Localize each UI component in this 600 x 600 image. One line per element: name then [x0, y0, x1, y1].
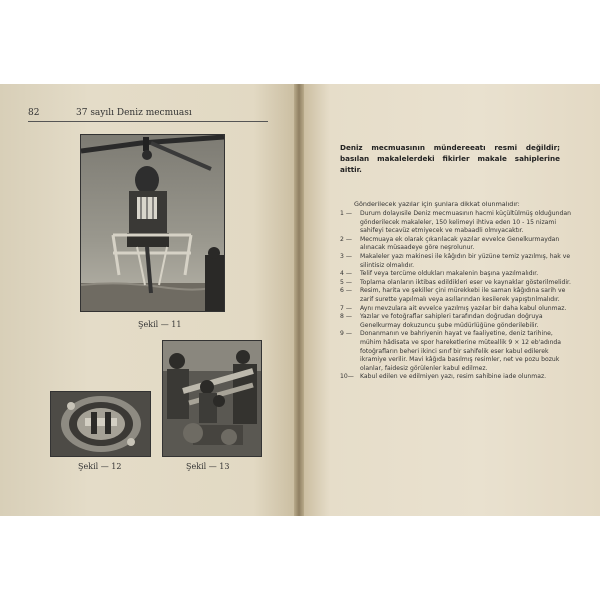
rule-text: Toplama olanların iktibas edildikleri eser ve kaynaklar gösterilmelidir. [360, 278, 571, 286]
figure-12-photo [50, 391, 151, 457]
rule-text: Resim, harita ve şekiller çini mürekkebi ile saman kâğıdına sarih ve zarif surette yapılmalı veya asıllarından kesilerek yapıştırılmalıdır. [360, 287, 566, 303]
rule-text: Durum dolayısile Deniz mecmuasının hacmi küçültülmüş olduğundan gönderilecek makaleler, 150 kelimeyi ihtiva eden 10 - 15 nizami sahifeyi tecavüz etmiyecek ve mabaadli olmıyacaktır. [360, 210, 571, 235]
rule-number: 7 — [340, 304, 352, 312]
book-gutter [294, 84, 304, 516]
rule-item [340, 313, 574, 330]
figure-11-caption: Şekil — 11 [138, 320, 182, 329]
rule-item [340, 210, 574, 236]
rule-text: Telif veya tercüme oldukları makalenin başına yazılmalıdır. [360, 270, 539, 278]
rule-text: Kabul edilen ve edilmiyen yazı, resim sahibine iade olunmaz. [360, 373, 547, 381]
rule-number: 4 — [340, 270, 352, 278]
rule-text: Mecmuaya ek olarak çıkarılacak yazılar evvelce Genelkurmaydan alınacak müsaadeye göre neşrolunur. [360, 235, 560, 252]
rule-text: Makaleler yazı makinesi ile kâğıdın bir yüzüne temiz yazılmış, hak ve silintisiz olmalıdır. [360, 252, 571, 269]
rule-text: Aynı mevzulara ait evvelce yazılmış yazılar bir daha kabul olunmaz. [360, 304, 567, 312]
rule-number: 6 — [340, 287, 352, 295]
figure-13-photo [162, 340, 262, 457]
page-number: 82 [28, 108, 40, 118]
editorial-notice: Deniz mecmuasının mündereeatı resmi değildir; basılan makalelerdeki fikirler makale sahiplerine aittir. [340, 143, 560, 174]
rule-item [340, 330, 574, 373]
rule-number: 2 — [340, 235, 352, 243]
rule-number: 5 — [340, 278, 352, 286]
rule-number: 1 — [340, 210, 352, 217]
figure-13-caption: Şekil — 13 [186, 462, 230, 471]
header-rule [28, 121, 268, 122]
rule-number: 8 — [340, 313, 352, 321]
submission-rules-list [340, 210, 574, 382]
running-head: 37 sayılı Deniz mecmuası [76, 108, 192, 118]
rule-item [340, 373, 574, 382]
rule-number: 9 — [340, 330, 352, 338]
rule-number: 3 — [340, 252, 352, 260]
rule-item [340, 253, 574, 270]
rule-item [340, 287, 574, 304]
figure-12-caption: Şekil — 12 [78, 462, 122, 471]
left-page [0, 84, 298, 516]
figure-11-photo [80, 134, 225, 312]
submission-intro: Gönderilecek yazılar için şunlara dikkat olunmalıdır: [354, 200, 520, 208]
right-page [300, 84, 600, 516]
rule-text: Yazılar ve fotoğraflar sahipleri tarafından doğrudan doğruya Genelkurmay dokuzuncu şube müdürlüğüne gönderilebilir. [360, 313, 543, 329]
rule-item [340, 270, 574, 279]
rule-text: Donanmanın ve bahriyenin hayat ve faaliyetine, deniz tarihine, mühim hâdisata ve spor hareketlerine müteallik 9 × 12 eb'adında fotoğrafların beheri ikinci sınıf bir sahifelik eser kabul edilerek ikramiye verilir. Mavi kâğıda basılmış resimler, net ve pozu bozuk olanlar, faidesiz görülenler kabul edilmez. [360, 330, 562, 372]
rule-number: 10— [340, 373, 354, 381]
rule-item [340, 236, 574, 253]
rule-item [340, 305, 574, 314]
